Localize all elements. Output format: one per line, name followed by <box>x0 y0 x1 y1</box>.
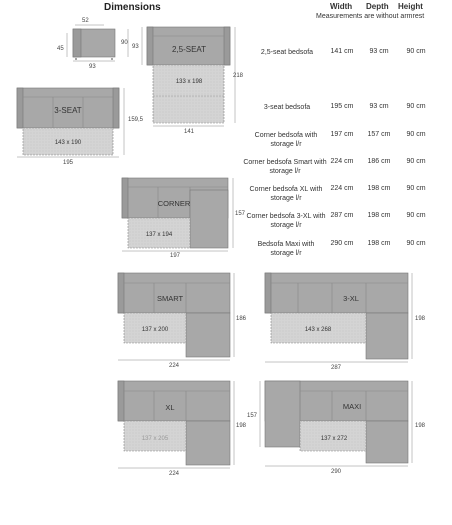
table-cell-height: 90 cm <box>406 131 426 138</box>
side-view-diagram <box>57 18 128 70</box>
table-cell-height: 90 cm <box>406 240 426 247</box>
maxi-label: MAXI <box>342 402 362 411</box>
table-cell-width: 195 cm <box>330 103 354 110</box>
seat25-depth-label: 93 <box>132 44 139 50</box>
table-cell-depth: 186 cm <box>367 158 391 165</box>
table-row-name: Corner bedsofa 3-XL with storage l/r <box>246 213 326 229</box>
seat3-bed-label: 143 x 190 <box>54 140 82 146</box>
seat3-depth-label: 159,5 <box>128 117 144 123</box>
smart-label: SMART <box>156 294 184 303</box>
xl3-label: 3-XL <box>343 294 359 303</box>
seat25-height-label: 218 <box>233 73 244 79</box>
corner-label: CORNER <box>157 199 191 208</box>
maxi-bed-label: 137 x 272 <box>320 436 348 442</box>
xl3-bed-label: 143 x 268 <box>304 327 332 333</box>
corner-bed-label: 137 x 194 <box>145 232 173 238</box>
seat25-bed-label: 133 x 198 <box>175 79 203 85</box>
table-cell-depth: 157 cm <box>367 131 391 138</box>
corner-width-label: 197 <box>169 253 181 259</box>
table-cell-width: 287 cm <box>330 212 354 219</box>
table-cell-height: 90 cm <box>406 185 426 192</box>
page-title: Dimensions <box>104 2 161 13</box>
seat25-label: 2,5-SEAT <box>171 45 207 54</box>
seat3-diagram <box>17 88 144 166</box>
table-cell-height: 90 cm <box>406 103 426 110</box>
table-cell-depth: 198 cm <box>367 240 391 247</box>
xl-bed-label: 137 x 205 <box>141 436 169 442</box>
smart-diagram <box>118 273 247 369</box>
maxi-width-label: 290 <box>330 469 342 475</box>
measurement-note: Measurements are without armrest <box>316 13 425 20</box>
seat25-width-label: 141 <box>183 129 195 135</box>
table-row-name: Bedsofa Maxi with storage l/r <box>257 241 315 257</box>
side-left-label: 45 <box>57 46 64 52</box>
xl-depth-label: 198 <box>236 423 247 429</box>
maxi-depth-left-label: 157 <box>247 413 258 419</box>
seat3-width-label: 195 <box>62 160 74 166</box>
xl3-width-label: 287 <box>330 365 342 371</box>
table-cell-width: 290 cm <box>330 240 354 247</box>
column-header-height: Height <box>398 2 423 11</box>
maxi-depth-right-label: 198 <box>415 423 426 429</box>
corner-depth-label: 157 <box>235 211 246 217</box>
maxi-diagram <box>247 381 426 475</box>
xl-label: XL <box>165 403 175 412</box>
side-bottom-label: 93 <box>89 64 96 70</box>
smart-width-label: 224 <box>168 363 180 369</box>
table-cell-depth: 198 cm <box>367 212 391 219</box>
smart-depth-label: 186 <box>236 316 247 322</box>
table-row-name: Corner bedsofa Smart with storage l/r <box>243 159 327 175</box>
xl-diagram <box>118 381 247 477</box>
table-row-name: 3-seat bedsofa <box>263 104 311 111</box>
table-row-name: Corner bedsofa with storage l/r <box>254 132 318 148</box>
seat3-label: 3-SEAT <box>54 106 82 115</box>
smart-bed-label: 137 x 200 <box>141 327 169 333</box>
xl3-diagram <box>265 273 426 371</box>
table-cell-width: 224 cm <box>330 185 354 192</box>
column-header-width: Width <box>330 2 353 11</box>
table-cell-depth: 93 cm <box>369 103 389 110</box>
table-cell-height: 90 cm <box>406 48 426 55</box>
table-row-name: Corner bedsofa XL with storage l/r <box>249 186 323 202</box>
table-cell-width: 224 cm <box>330 158 354 165</box>
table-cell-width: 197 cm <box>330 131 354 138</box>
table-cell-width: 141 cm <box>330 48 354 55</box>
corner-diagram <box>122 178 246 259</box>
table-cell-depth: 198 cm <box>367 185 391 192</box>
side-right-label: 90 <box>121 40 128 46</box>
table-cell-height: 90 cm <box>406 158 426 165</box>
xl3-depth-label: 198 <box>415 316 426 322</box>
table-cell-height: 90 cm <box>406 212 426 219</box>
xl-width-label: 224 <box>168 471 180 477</box>
seat25-diagram <box>132 27 244 135</box>
column-header-depth: Depth <box>366 2 389 11</box>
side-top-label: 52 <box>82 18 89 24</box>
table-row-name: 2,5-seat bedsofa <box>260 49 314 56</box>
table-cell-depth: 93 cm <box>369 48 389 55</box>
